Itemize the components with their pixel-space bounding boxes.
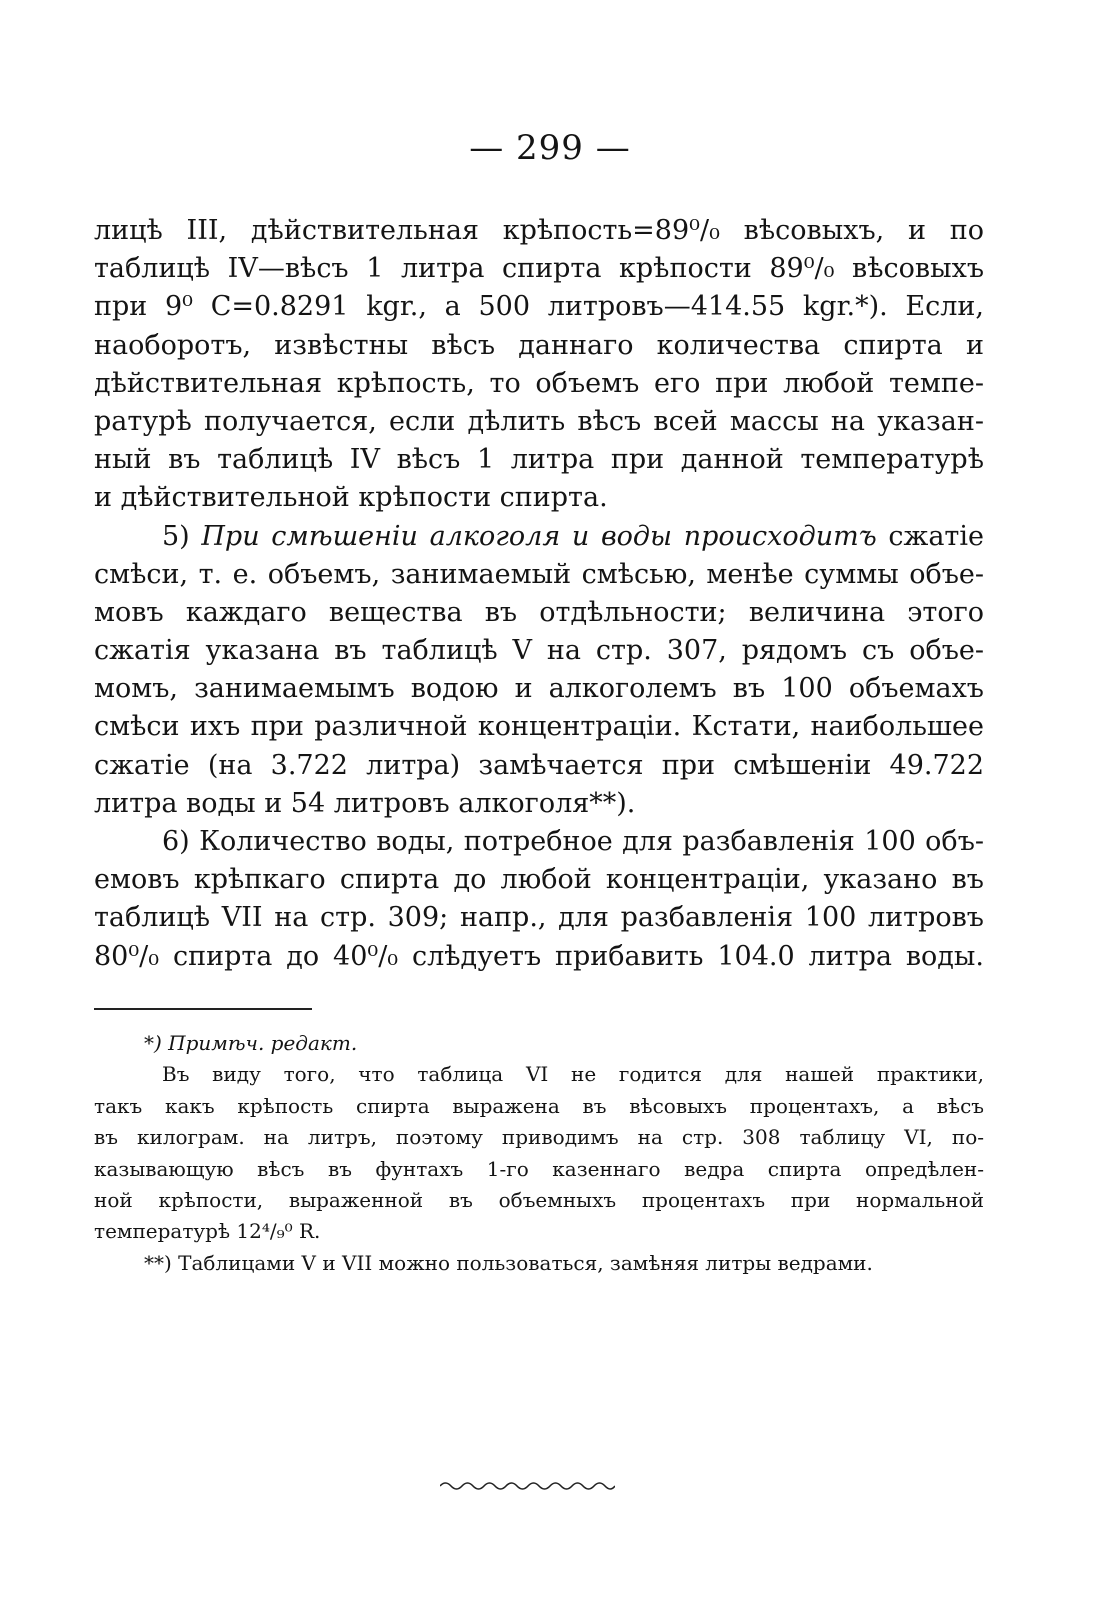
paragraph-6-start: 6) Количество воды, потребное для разбавленiя 100 объ- bbox=[162, 826, 984, 857]
main-text bbox=[94, 212, 984, 976]
text-line: ный въ таблицѣ IV вѣсъ 1 литра при данной температурѣ bbox=[94, 444, 984, 476]
text-line: при 9⁰ C=0.8291 kgr., а 500 литровъ—414.55 kgr.*). Если, bbox=[94, 291, 984, 323]
text-line: таблицѣ VII на стр. 309; напр., для разбавленiя 100 литровъ bbox=[94, 902, 984, 934]
text-line: емовъ крѣпкаго спирта до любой концентрацiи, указано въ bbox=[94, 864, 984, 896]
decorative-tilde-ornament bbox=[440, 1480, 615, 1492]
footnote-line: въ килограм. на литръ, поэтому приводимъ на стр. 308 таблицу VI, по- bbox=[94, 1125, 984, 1150]
paragraph-5-start bbox=[94, 518, 984, 556]
text-span: сжатiе bbox=[876, 520, 984, 552]
footnotes bbox=[94, 1028, 984, 1279]
footnote-line: Въ виду того, что таблица VI не годится для нашей практики, bbox=[162, 1062, 984, 1087]
footnote-second: **) Таблицами V и VII можно пользоваться, замѣняя литры ведрами. bbox=[144, 1250, 873, 1275]
page-number: — 299 — bbox=[469, 128, 631, 168]
emphasized-phrase: При смѣшенiи алкоголя и воды происходитъ bbox=[201, 520, 877, 552]
text-line: момъ, занимаемымъ водою и алкоголемъ въ 100 объемахъ bbox=[94, 673, 984, 705]
text-line: 80⁰/₀ спирта до 40⁰/₀ слѣдуетъ прибавить 104.0 литра воды. bbox=[94, 940, 984, 972]
text-line: смѣси, т. е. объемъ, занимаемый смѣсью, менѣе суммы объе- bbox=[94, 558, 984, 590]
text-line: литра воды и 54 литровъ алкоголя**). bbox=[94, 787, 636, 819]
text-line: сжатiя указана въ таблицѣ V на стр. 307, рядомъ съ объе- bbox=[94, 635, 984, 667]
text-line: мовъ каждаго вещества въ отдѣльности; величина этого bbox=[94, 596, 984, 628]
text-line: таблицѣ IV—вѣсъ 1 литра спирта крѣпости 89⁰/₀ вѣсовыхъ bbox=[94, 253, 984, 285]
text-line: сжатiе (на 3.722 литра) замѣчается при смѣшенiи 49.722 bbox=[94, 749, 984, 781]
text-line: смѣси ихъ при различной концентрацiи. Кстати, наибольшее bbox=[94, 711, 984, 743]
footnote-divider bbox=[94, 1008, 312, 1010]
text-line: лицѣ III, дѣйствительная крѣпость=89⁰/₀ вѣсовыхъ, и по bbox=[94, 215, 984, 246]
text-line: дѣйствительная крѣпость, то объемъ его при любой темпе- bbox=[94, 367, 984, 399]
text-line: наоборотъ, извѣстны вѣсъ даннаго количества спирта и bbox=[94, 329, 984, 361]
text-line: ратурѣ получается, если дѣлить вѣсъ всей массы на указан- bbox=[94, 405, 984, 437]
footnote-line: казывающую вѣсъ въ фунтахъ 1-го казеннаго ведра спирта опредѣлен- bbox=[94, 1156, 984, 1181]
footnote-line: температурѣ 12⁴/₉⁰ R. bbox=[94, 1219, 321, 1244]
text-line: и дѣйствительной крѣпости спирта. bbox=[94, 482, 608, 514]
footnote-heading: *) Примѣч. редакт. bbox=[144, 1031, 358, 1055]
footnote-line: такъ какъ крѣпость спирта выражена въ вѣсовыхъ процентахъ, а вѣсъ bbox=[94, 1093, 984, 1118]
paragraph-number: 5) bbox=[162, 520, 202, 552]
footnote-line: ной крѣпости, выраженной въ объемныхъ процентахъ при нормальной bbox=[94, 1187, 984, 1212]
